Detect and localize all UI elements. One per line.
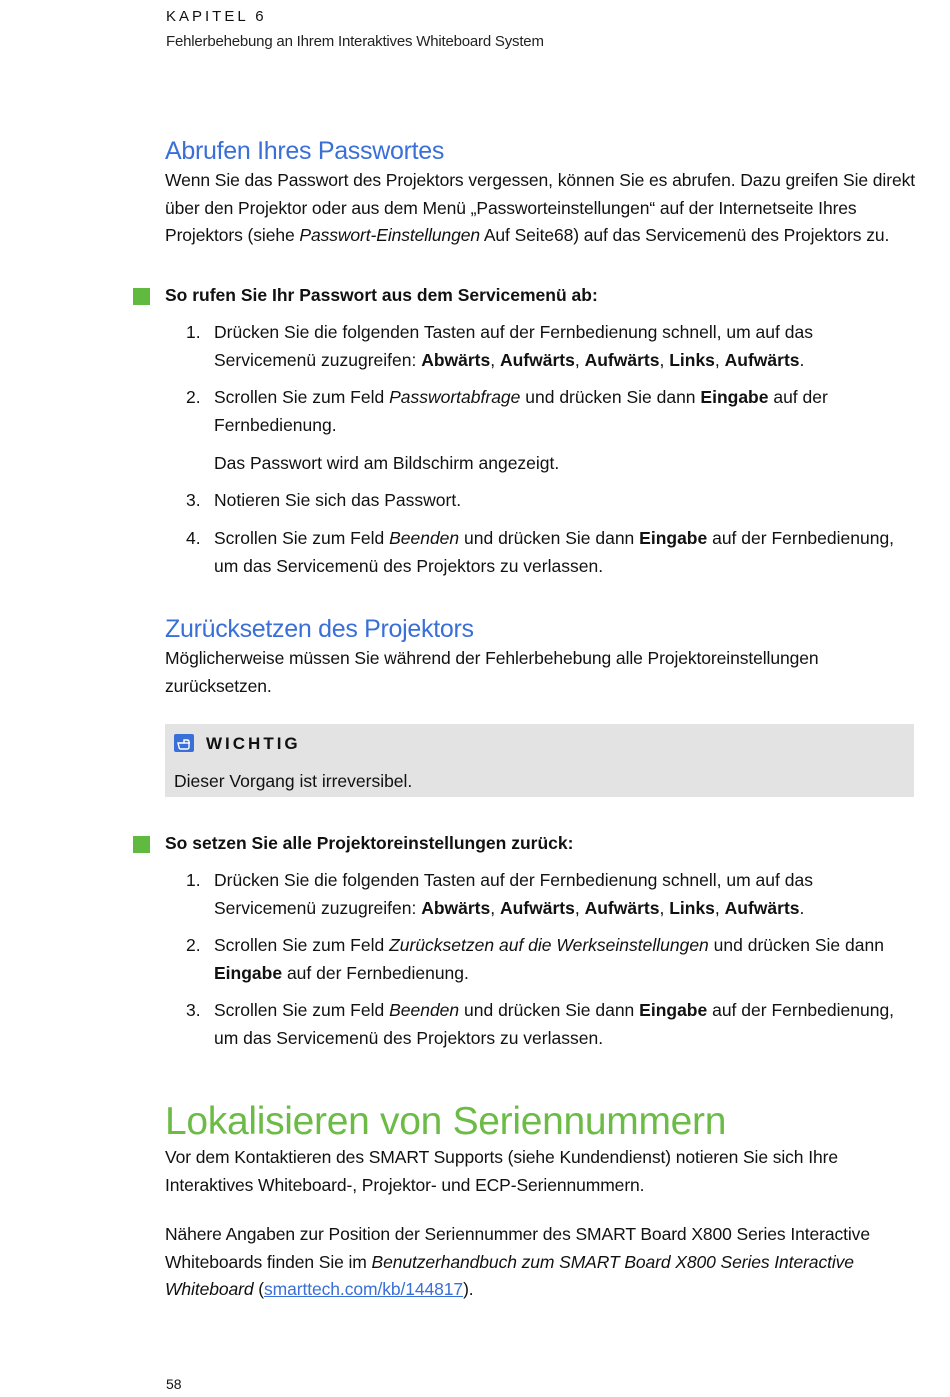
procedure-title: So rufen Sie Ihr Passwort aus dem Servicemenü ab:	[165, 285, 598, 305]
chapter-subtitle: Fehlerbehebung an Ihrem Interaktives Whiteboard System	[166, 33, 544, 50]
important-callout	[165, 724, 914, 797]
serial-para-1: Vor dem Kontaktieren des SMART Supports (siehe Kundendienst) notieren Sie sich Ihre Interaktives Whiteboard-, Projektor- und ECP-Seriennummern.	[165, 1147, 838, 1195]
procedure-title: So setzen Sie alle Projektoreinstellungen zurück:	[165, 833, 574, 853]
reset-intro: Möglicherweise müssen Sie während der Fehlerbehebung alle Projektoreinstellungen zurücksetzen.	[165, 648, 819, 696]
section-heading-serial: Lokalisieren von Seriennummern	[165, 1100, 727, 1143]
procedure-marker-icon	[133, 288, 150, 305]
important-hand-icon	[174, 734, 194, 752]
serial-para-2: Nähere Angaben zur Position der Seriennummer des SMART Board X800 Series Interactive Whiteboards finden Sie im Benutzerhandbuch zum SMART Board X800 Series Interactive Whiteboard (smarttech.com/kb/144817).	[165, 1224, 870, 1299]
page-number: 58	[166, 1376, 182, 1392]
procedure-marker-icon	[133, 836, 150, 853]
cross-reference: Passwort-Einstellungen	[299, 225, 481, 245]
kb-link[interactable]: smarttech.com/kb/144817	[264, 1279, 464, 1299]
important-label: WICHTIG	[206, 734, 301, 753]
important-text: Dieser Vorgang ist irreversibel.	[174, 771, 413, 791]
chapter-label: KAPITEL 6	[166, 8, 267, 25]
section-heading-reset: Zurücksetzen des Projektors	[165, 615, 474, 643]
password-intro: Wenn Sie das Passwort des Projektors vergessen, können Sie es abrufen. Dazu greifen Sie direkt über den Projektor oder aus dem Menü „Passworteinstellungen“ auf der Internetseite Ihres Projektors (siehe Passwort-Einstellungen Auf Seite68) auf das Servicemenü des Projektors zu.	[165, 170, 915, 245]
manual-title: Benutzerhandbuch zum SMART Board X800 Series Interactive Whiteboard	[165, 1251, 854, 1299]
section-heading-password: Abrufen Ihres Passwortes	[165, 137, 445, 165]
